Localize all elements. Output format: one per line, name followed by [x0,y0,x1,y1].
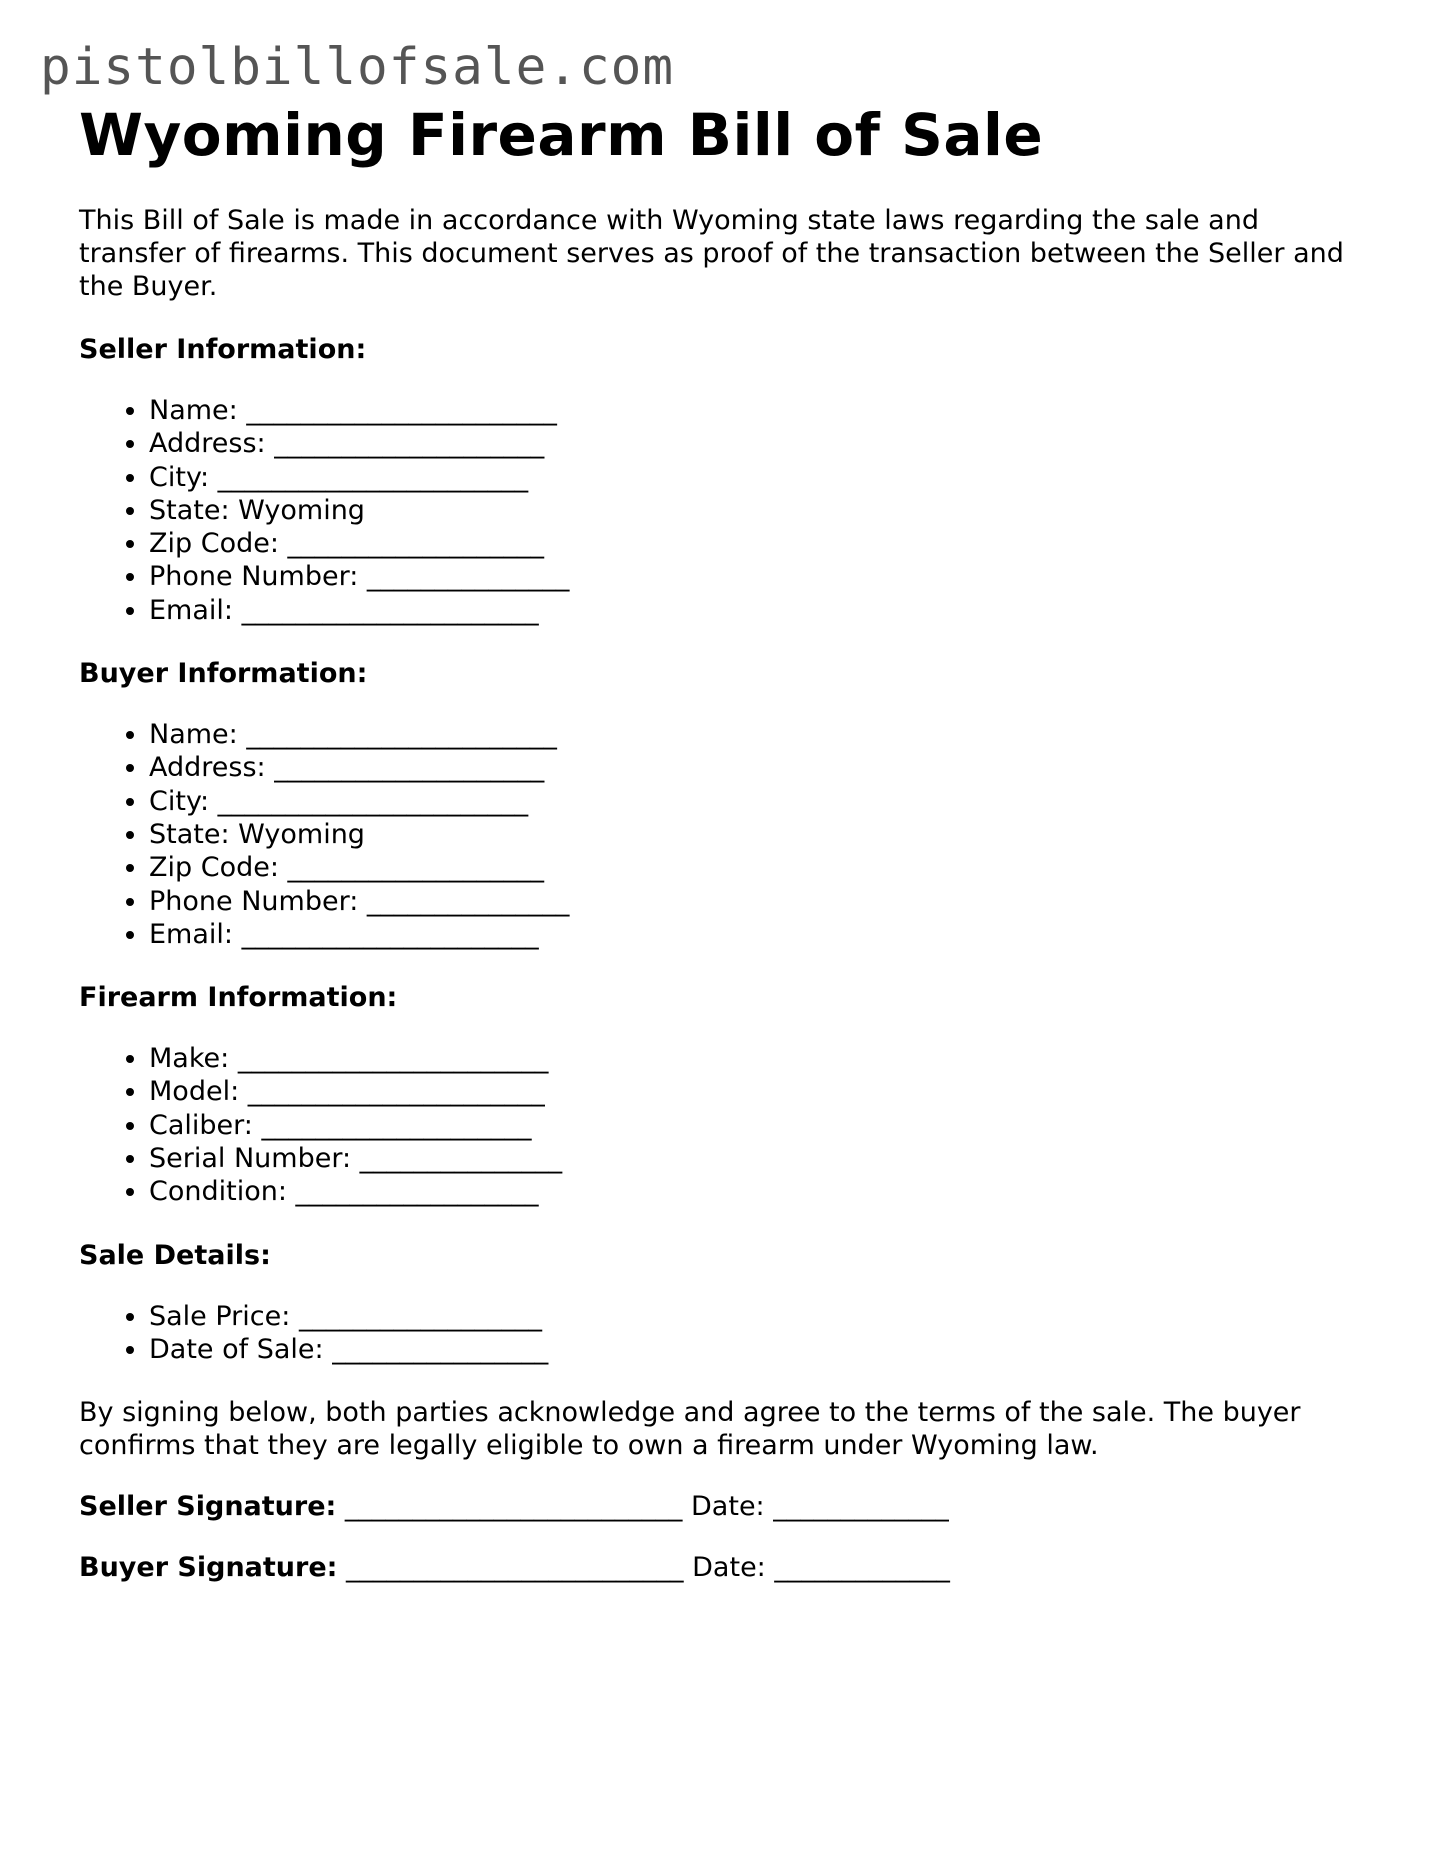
buyer-list [79,718,1379,951]
sale-date-field[interactable]: ________________ [332,1333,549,1365]
seller-name-field[interactable]: _______________________ [246,395,557,426]
seller-phone: • Phone Number: _______________ [149,560,1379,593]
firearm-serial: • Serial Number: _______________ [149,1142,1379,1175]
sale-date: • Date of Sale: ________________ [149,1333,1379,1366]
firearm-serial-field[interactable]: _______________ [359,1143,563,1175]
sale-price: • Sale Price: __________________ [149,1300,1379,1333]
site-watermark: pistolbillofsale.com [40,38,675,97]
buyer-email-field[interactable]: ______________________ [241,918,539,950]
buyer-zip-field[interactable]: ___________________ [287,852,545,884]
firearm-caliber-field[interactable]: ____________________ [261,1109,532,1141]
firearm-make: • Make: _______________________ [149,1042,1379,1075]
seller-state: • State: Wyoming [149,494,1379,527]
firearm-heading: Firearm Information: [79,982,398,1014]
seller-email-field[interactable]: ______________________ [241,594,539,626]
seller-email: • Email: ______________________ [149,594,1379,627]
sale-price-field[interactable]: __________________ [298,1300,542,1332]
buyer-date-field[interactable]: _____________ [774,1552,950,1584]
seller-heading: Seller Information: [79,334,367,365]
seller-name: • Name: _______________________ [149,394,1379,427]
seller-phone-field[interactable]: _______________ [366,561,570,593]
document [79,102,1379,1584]
seller-address-field[interactable]: ____________________ [274,428,545,460]
page-title: Wyoming Firearm Bill of Sale [79,101,1044,169]
firearm-make-field[interactable]: _______________________ [237,1043,549,1075]
buyer-heading: Buyer Information: [79,658,368,690]
buyer-city: • City: _______________________ [149,785,1379,818]
seller-date-label: Date: [691,1491,765,1523]
buyer-signature-field[interactable]: _________________________ [346,1552,684,1584]
sale-list [79,1300,1379,1367]
seller-signature-row [79,1490,1379,1523]
seller-state-value: Wyoming [238,494,365,526]
seller-city: • City: _______________________ [149,461,1379,494]
seller-date-field[interactable]: _____________ [773,1491,949,1523]
buyer-phone: • Phone Number: _______________ [149,885,1379,918]
seller-signature-label: Seller Signature: [79,1491,337,1523]
buyer-signature-label: Buyer Signature: [79,1552,338,1584]
firearm-model-field[interactable]: ______________________ [247,1076,545,1108]
seller-list [79,394,1379,627]
buyer-state-value: Wyoming [238,818,365,850]
firearm-model: • Model: ______________________ [149,1075,1379,1108]
buyer-phone-field[interactable]: _______________ [366,885,570,917]
seller-address: • Address: ____________________ [149,427,1379,460]
firearm-caliber: • Caliber: ____________________ [149,1109,1379,1142]
closing-paragraph: By signing below, both parties acknowledge and agree to the terms of the sale. The buyer confirms that they are legally eligible to own a firearm under Wyoming law. [79,1397,1301,1462]
seller-zip-field[interactable]: ___________________ [287,528,545,560]
firearm-list [79,1042,1379,1208]
buyer-zip: • Zip Code: ___________________ [149,851,1379,884]
intro-paragraph: This Bill of Sale is made in accordance with Wyoming state laws regarding the sale and transfer of firearms. This document serves as proof of the transaction between the Seller and the Buyer. [79,205,1344,302]
firearm-condition-field[interactable]: __________________ [295,1176,539,1208]
buyer-date-label: Date: [692,1552,766,1584]
seller-signature-field[interactable]: _________________________ [344,1491,683,1523]
buyer-state: • State: Wyoming [149,818,1379,851]
firearm-condition: • Condition: __________________ [149,1175,1379,1208]
seller-zip: • Zip Code: ___________________ [149,527,1379,560]
buyer-address: • Address: ____________________ [149,751,1379,784]
buyer-city-field[interactable]: _______________________ [217,785,529,817]
buyer-signature-row [79,1551,1379,1584]
buyer-address-field[interactable]: ____________________ [274,752,545,784]
buyer-email: • Email: ______________________ [149,918,1379,951]
sale-heading: Sale Details: [79,1239,271,1271]
buyer-name: • Name: _______________________ [149,718,1379,751]
seller-city-field[interactable]: _______________________ [217,461,529,493]
buyer-name-field[interactable]: _______________________ [246,719,557,751]
